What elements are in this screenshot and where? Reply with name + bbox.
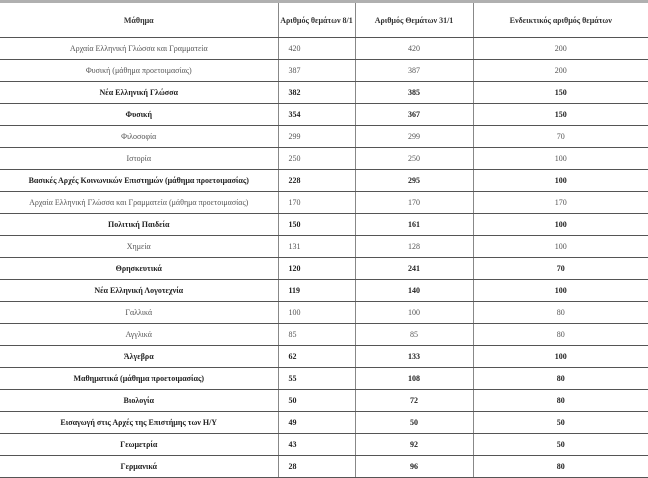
table-row — [0, 368, 648, 390]
table-row — [0, 192, 648, 214]
topics-jan8-cell: 28 — [278, 456, 355, 478]
indicative-topics-cell: 100 — [473, 346, 648, 368]
topics-jan8-cell: 250 — [278, 148, 355, 170]
table-row — [0, 302, 648, 324]
topics-jan8-cell: 55 — [278, 368, 355, 390]
subjects-table — [0, 3, 648, 478]
topics-jan8-cell: 50 — [278, 390, 355, 412]
table-row — [0, 60, 648, 82]
topics-jan8-cell: 131 — [278, 236, 355, 258]
table-row — [0, 280, 648, 302]
topics-jan31-cell: 387 — [355, 60, 473, 82]
topics-jan31-cell: 85 — [355, 324, 473, 346]
subject-cell: Θρησκευτικά — [0, 258, 278, 280]
topics-jan31-cell: 161 — [355, 214, 473, 236]
subject-cell: Γαλλικά — [0, 302, 278, 324]
topics-jan8-cell: 100 — [278, 302, 355, 324]
topics-jan8-cell: 382 — [278, 82, 355, 104]
subject-cell: Ιστορία — [0, 148, 278, 170]
subject-cell: Βασικές Αρχές Κοινωνικών Επιστημών (μάθημα προετοιμασίας) — [0, 170, 278, 192]
topics-jan8-cell: 420 — [278, 38, 355, 60]
indicative-topics-cell: 200 — [473, 38, 648, 60]
topics-jan31-cell: 92 — [355, 434, 473, 456]
subject-cell: Γεωμετρία — [0, 434, 278, 456]
topics-jan31-cell: 241 — [355, 258, 473, 280]
table-row — [0, 38, 648, 60]
indicative-topics-cell: 80 — [473, 456, 648, 478]
table-row — [0, 126, 648, 148]
table-row — [0, 324, 648, 346]
indicative-topics-cell: 150 — [473, 104, 648, 126]
header-indicative-topics: Ενδεικτικός αριθμός θεμάτων — [473, 3, 648, 38]
topics-jan31-cell: 133 — [355, 346, 473, 368]
topics-jan8-cell: 150 — [278, 214, 355, 236]
topics-jan8-cell: 299 — [278, 126, 355, 148]
topics-jan8-cell: 119 — [278, 280, 355, 302]
topics-jan8-cell: 85 — [278, 324, 355, 346]
indicative-topics-cell: 100 — [473, 236, 648, 258]
indicative-topics-cell: 70 — [473, 126, 648, 148]
topics-jan31-cell: 385 — [355, 82, 473, 104]
header-topics-jan8: Αριθμός θεμάτων 8/1 — [278, 3, 355, 38]
topics-jan8-cell: 49 — [278, 412, 355, 434]
topics-jan31-cell: 50 — [355, 412, 473, 434]
topics-jan8-cell: 354 — [278, 104, 355, 126]
indicative-topics-cell: 80 — [473, 302, 648, 324]
table-row — [0, 258, 648, 280]
indicative-topics-cell: 100 — [473, 148, 648, 170]
indicative-topics-cell: 50 — [473, 412, 648, 434]
subject-cell: Φυσική — [0, 104, 278, 126]
topics-jan8-cell: 43 — [278, 434, 355, 456]
subject-cell: Νέα Ελληνική Λογοτεχνία — [0, 280, 278, 302]
indicative-topics-cell: 200 — [473, 60, 648, 82]
topics-jan31-cell: 170 — [355, 192, 473, 214]
table-row — [0, 214, 648, 236]
subject-cell: Γερμανικά — [0, 456, 278, 478]
topics-jan31-cell: 420 — [355, 38, 473, 60]
subject-cell: Αγγλικά — [0, 324, 278, 346]
header-subject: Μάθημα — [0, 3, 278, 38]
subject-cell: Μαθηματικά (μάθημα προετοιμασίας) — [0, 368, 278, 390]
topics-jan31-cell: 367 — [355, 104, 473, 126]
header-row — [0, 3, 648, 38]
table-row — [0, 412, 648, 434]
subject-cell: Βιολογία — [0, 390, 278, 412]
subject-cell: Αρχαία Ελληνική Γλώσσα και Γραμματεία — [0, 38, 278, 60]
table-row — [0, 434, 648, 456]
topics-jan8-cell: 62 — [278, 346, 355, 368]
subject-cell: Νέα Ελληνική Γλώσσα — [0, 82, 278, 104]
table-row — [0, 104, 648, 126]
topics-jan31-cell: 140 — [355, 280, 473, 302]
indicative-topics-cell: 70 — [473, 258, 648, 280]
indicative-topics-cell: 80 — [473, 368, 648, 390]
topics-jan8-cell: 228 — [278, 170, 355, 192]
table-row — [0, 82, 648, 104]
topics-jan8-cell: 120 — [278, 258, 355, 280]
topics-jan31-cell: 299 — [355, 126, 473, 148]
subject-cell: Φιλοσοφία — [0, 126, 278, 148]
topics-jan8-cell: 387 — [278, 60, 355, 82]
table-row — [0, 390, 648, 412]
topics-jan31-cell: 128 — [355, 236, 473, 258]
table-row — [0, 170, 648, 192]
indicative-topics-cell: 100 — [473, 214, 648, 236]
indicative-topics-cell: 100 — [473, 280, 648, 302]
table-row — [0, 236, 648, 258]
subject-cell: Εισαγωγή στις Αρχές της Επιστήμης των Η/Υ — [0, 412, 278, 434]
subject-cell: Αρχαία Ελληνική Γλώσσα και Γραμματεία (μάθημα προετοιμασίας) — [0, 192, 278, 214]
subject-cell: Πολιτική Παιδεία — [0, 214, 278, 236]
table-body — [0, 38, 648, 478]
indicative-topics-cell: 150 — [473, 82, 648, 104]
topics-jan31-cell: 250 — [355, 148, 473, 170]
table-row — [0, 148, 648, 170]
topics-jan31-cell: 100 — [355, 302, 473, 324]
subject-cell: Χημεία — [0, 236, 278, 258]
header-topics-jan31: Αριθμός Θεμάτων 31/1 — [355, 3, 473, 38]
topics-jan31-cell: 108 — [355, 368, 473, 390]
indicative-topics-cell: 80 — [473, 390, 648, 412]
table-row — [0, 456, 648, 478]
indicative-topics-cell: 50 — [473, 434, 648, 456]
topics-jan31-cell: 72 — [355, 390, 473, 412]
subject-cell: Άλγεβρα — [0, 346, 278, 368]
indicative-topics-cell: 100 — [473, 170, 648, 192]
topics-jan31-cell: 295 — [355, 170, 473, 192]
topics-jan8-cell: 170 — [278, 192, 355, 214]
topics-jan31-cell: 96 — [355, 456, 473, 478]
indicative-topics-cell: 80 — [473, 324, 648, 346]
indicative-topics-cell: 170 — [473, 192, 648, 214]
subject-cell: Φυσική (μάθημα προετοιμασίας) — [0, 60, 278, 82]
table-row — [0, 346, 648, 368]
